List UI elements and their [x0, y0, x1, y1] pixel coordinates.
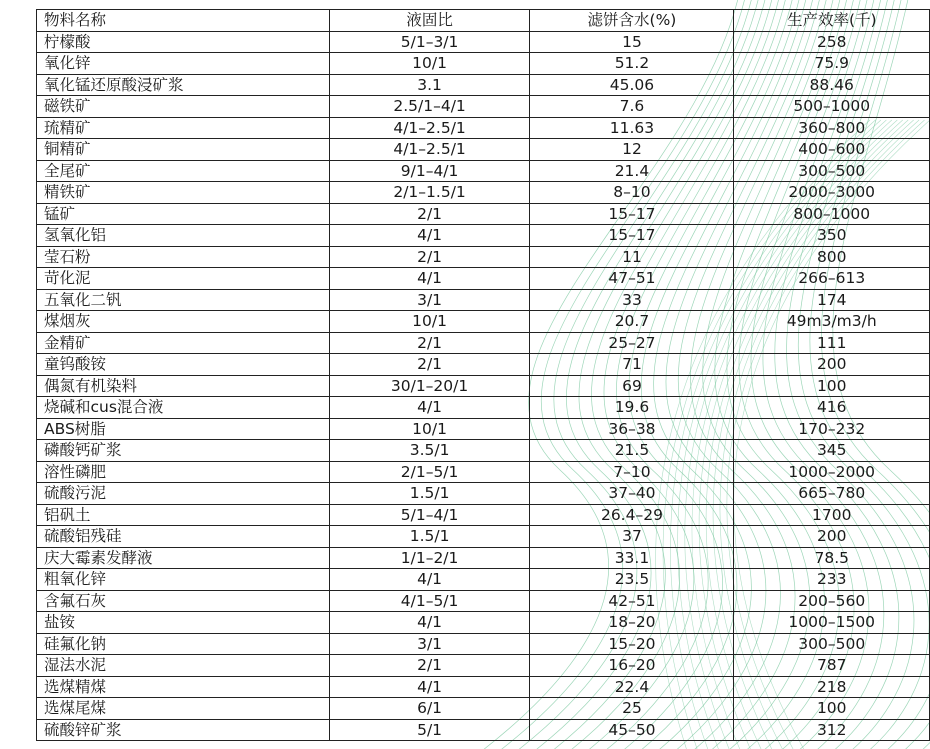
production-efficiency-cell: 665–780 — [734, 483, 930, 505]
production-efficiency-cell: 218 — [734, 676, 930, 698]
table-row — [37, 440, 930, 462]
liquid-solid-ratio-cell: 4/1 — [329, 397, 530, 419]
material-name-cell: 湿法水泥 — [37, 655, 330, 677]
production-efficiency-cell: 500–1000 — [734, 96, 930, 118]
liquid-solid-ratio-cell: 4/1 — [329, 225, 530, 247]
material-name-cell: 选煤精煤 — [37, 676, 330, 698]
header-cake-moisture: 滤饼含水(%) — [530, 10, 734, 32]
cake-moisture-cell: 71 — [530, 354, 734, 376]
material-name-cell: 柠檬酸 — [37, 31, 330, 53]
header-liquid-solid-ratio: 液固比 — [329, 10, 530, 32]
production-efficiency-cell: 800 — [734, 246, 930, 268]
production-efficiency-cell: 400–600 — [734, 139, 930, 161]
material-name-cell: 含氟石灰 — [37, 590, 330, 612]
cake-moisture-cell: 11 — [530, 246, 734, 268]
production-efficiency-cell: 233 — [734, 569, 930, 591]
liquid-solid-ratio-cell: 4/1–2.5/1 — [329, 117, 530, 139]
material-name-cell: 硅氟化钠 — [37, 633, 330, 655]
cake-moisture-cell: 7.6 — [530, 96, 734, 118]
production-efficiency-cell: 1000–1500 — [734, 612, 930, 634]
liquid-solid-ratio-cell: 10/1 — [329, 418, 530, 440]
cake-moisture-cell: 37 — [530, 526, 734, 548]
table-row — [37, 504, 930, 526]
table-row — [37, 461, 930, 483]
liquid-solid-ratio-cell: 30/1–20/1 — [329, 375, 530, 397]
table-row — [37, 397, 930, 419]
material-name-cell: 琉精矿 — [37, 117, 330, 139]
material-name-cell: 莹石粉 — [37, 246, 330, 268]
liquid-solid-ratio-cell: 3/1 — [329, 289, 530, 311]
material-name-cell: 偶氮有机染料 — [37, 375, 330, 397]
liquid-solid-ratio-cell: 3.5/1 — [329, 440, 530, 462]
production-efficiency-cell: 1700 — [734, 504, 930, 526]
table-header-row — [37, 10, 930, 32]
production-efficiency-cell: 200–560 — [734, 590, 930, 612]
liquid-solid-ratio-cell: 4/1 — [329, 676, 530, 698]
liquid-solid-ratio-cell: 4/1 — [329, 612, 530, 634]
production-efficiency-cell: 49m3/m3/h — [734, 311, 930, 333]
cake-moisture-cell: 33 — [530, 289, 734, 311]
liquid-solid-ratio-cell: 4/1 — [329, 569, 530, 591]
liquid-solid-ratio-cell: 5/1–3/1 — [329, 31, 530, 53]
material-name-cell: 锰矿 — [37, 203, 330, 225]
table-row — [37, 182, 930, 204]
table-row — [37, 31, 930, 53]
table-row — [37, 225, 930, 247]
liquid-solid-ratio-cell: 2/1–5/1 — [329, 461, 530, 483]
production-efficiency-cell: 345 — [734, 440, 930, 462]
material-name-cell: 氧化锌 — [37, 53, 330, 75]
cake-moisture-cell: 15–20 — [530, 633, 734, 655]
table-row — [37, 698, 930, 720]
table-row — [37, 74, 930, 96]
cake-moisture-cell: 22.4 — [530, 676, 734, 698]
table-row — [37, 547, 930, 569]
production-efficiency-cell: 100 — [734, 698, 930, 720]
cake-moisture-cell: 45.06 — [530, 74, 734, 96]
table-row — [37, 590, 930, 612]
material-name-cell: 硫酸锌矿浆 — [37, 719, 330, 741]
production-efficiency-cell: 200 — [734, 354, 930, 376]
cake-moisture-cell: 45–50 — [530, 719, 734, 741]
table-row — [37, 268, 930, 290]
table-row — [37, 354, 930, 376]
liquid-solid-ratio-cell: 2/1 — [329, 354, 530, 376]
production-efficiency-cell: 88.46 — [734, 74, 930, 96]
material-name-cell: 硫酸铝残硅 — [37, 526, 330, 548]
material-name-cell: 溶性磷肥 — [37, 461, 330, 483]
production-efficiency-cell: 787 — [734, 655, 930, 677]
table-row — [37, 676, 930, 698]
material-name-cell: 盐铵 — [37, 612, 330, 634]
material-name-cell: 五氧化二钒 — [37, 289, 330, 311]
material-name-cell: 磷酸钙矿浆 — [37, 440, 330, 462]
table-row — [37, 311, 930, 333]
material-name-cell: 铝矾土 — [37, 504, 330, 526]
liquid-solid-ratio-cell: 5/1 — [329, 719, 530, 741]
table-row — [37, 655, 930, 677]
table-row — [37, 117, 930, 139]
material-name-cell: 精铁矿 — [37, 182, 330, 204]
production-efficiency-cell: 170–232 — [734, 418, 930, 440]
cake-moisture-cell: 26.4–29 — [530, 504, 734, 526]
production-efficiency-cell: 350 — [734, 225, 930, 247]
cake-moisture-cell: 25 — [530, 698, 734, 720]
cake-moisture-cell: 15 — [530, 31, 734, 53]
cake-moisture-cell: 12 — [530, 139, 734, 161]
production-efficiency-cell: 200 — [734, 526, 930, 548]
cake-moisture-cell: 16–20 — [530, 655, 734, 677]
liquid-solid-ratio-cell: 10/1 — [329, 53, 530, 75]
header-material-name: 物料名称 — [37, 10, 330, 32]
liquid-solid-ratio-cell: 2/1 — [329, 246, 530, 268]
liquid-solid-ratio-cell: 4/1–5/1 — [329, 590, 530, 612]
material-name-cell: 金精矿 — [37, 332, 330, 354]
cake-moisture-cell: 25–27 — [530, 332, 734, 354]
production-efficiency-cell: 800–1000 — [734, 203, 930, 225]
cake-moisture-cell: 21.5 — [530, 440, 734, 462]
cake-moisture-cell: 36–38 — [530, 418, 734, 440]
production-efficiency-cell: 75.9 — [734, 53, 930, 75]
cake-moisture-cell: 18–20 — [530, 612, 734, 634]
cake-moisture-cell: 15–17 — [530, 203, 734, 225]
production-efficiency-cell: 416 — [734, 397, 930, 419]
cake-moisture-cell: 21.4 — [530, 160, 734, 182]
table-row — [37, 719, 930, 741]
material-name-cell: 氧化锰还原酸浸矿浆 — [37, 74, 330, 96]
material-name-cell: 磁铁矿 — [37, 96, 330, 118]
liquid-solid-ratio-cell: 3/1 — [329, 633, 530, 655]
production-efficiency-cell: 266–613 — [734, 268, 930, 290]
production-efficiency-cell: 174 — [734, 289, 930, 311]
table-row — [37, 633, 930, 655]
table-row — [37, 483, 930, 505]
production-efficiency-cell: 78.5 — [734, 547, 930, 569]
material-name-cell: 粗氧化锌 — [37, 569, 330, 591]
liquid-solid-ratio-cell: 9/1–4/1 — [329, 160, 530, 182]
table-row — [37, 375, 930, 397]
production-efficiency-cell: 300–500 — [734, 160, 930, 182]
material-name-cell: 庆大霉素发酵液 — [37, 547, 330, 569]
liquid-solid-ratio-cell: 10/1 — [329, 311, 530, 333]
production-efficiency-cell: 300–500 — [734, 633, 930, 655]
liquid-solid-ratio-cell: 2/1 — [329, 332, 530, 354]
liquid-solid-ratio-cell: 4/1–2.5/1 — [329, 139, 530, 161]
table-row — [37, 526, 930, 548]
header-production-efficiency: 生产效率(千) — [734, 10, 930, 32]
material-name-cell: 硫酸污泥 — [37, 483, 330, 505]
liquid-solid-ratio-cell: 3.1 — [329, 74, 530, 96]
table-row — [37, 569, 930, 591]
production-efficiency-cell: 2000–3000 — [734, 182, 930, 204]
production-efficiency-cell: 360–800 — [734, 117, 930, 139]
cake-moisture-cell: 8–10 — [530, 182, 734, 204]
cake-moisture-cell: 7–10 — [530, 461, 734, 483]
cake-moisture-cell: 47–51 — [530, 268, 734, 290]
table-row — [37, 96, 930, 118]
material-name-cell: 氢氧化铝 — [37, 225, 330, 247]
material-name-cell: 选煤尾煤 — [37, 698, 330, 720]
liquid-solid-ratio-cell: 2/1–1.5/1 — [329, 182, 530, 204]
table-row — [37, 160, 930, 182]
cake-moisture-cell: 42–51 — [530, 590, 734, 612]
material-name-cell: 烧碱和cus混合液 — [37, 397, 330, 419]
cake-moisture-cell: 11.63 — [530, 117, 734, 139]
table-row — [37, 289, 930, 311]
table-row — [37, 332, 930, 354]
liquid-solid-ratio-cell: 2.5/1–4/1 — [329, 96, 530, 118]
cake-moisture-cell: 19.6 — [530, 397, 734, 419]
cake-moisture-cell: 37–40 — [530, 483, 734, 505]
table-row — [37, 139, 930, 161]
liquid-solid-ratio-cell: 4/1 — [329, 268, 530, 290]
cake-moisture-cell: 51.2 — [530, 53, 734, 75]
production-efficiency-cell: 1000–2000 — [734, 461, 930, 483]
production-efficiency-cell: 312 — [734, 719, 930, 741]
table-row — [37, 418, 930, 440]
cake-moisture-cell: 69 — [530, 375, 734, 397]
table-row — [37, 53, 930, 75]
material-name-cell: 全尾矿 — [37, 160, 330, 182]
material-name-cell: 童钨酸铵 — [37, 354, 330, 376]
liquid-solid-ratio-cell: 1/1–2/1 — [329, 547, 530, 569]
material-name-cell: ABS树脂 — [37, 418, 330, 440]
liquid-solid-ratio-cell: 5/1–4/1 — [329, 504, 530, 526]
liquid-solid-ratio-cell: 2/1 — [329, 203, 530, 225]
liquid-solid-ratio-cell: 1.5/1 — [329, 526, 530, 548]
table-row — [37, 203, 930, 225]
production-efficiency-cell: 100 — [734, 375, 930, 397]
cake-moisture-cell: 33.1 — [530, 547, 734, 569]
liquid-solid-ratio-cell: 6/1 — [329, 698, 530, 720]
material-filtration-table — [36, 9, 930, 741]
production-efficiency-cell: 258 — [734, 31, 930, 53]
liquid-solid-ratio-cell: 1.5/1 — [329, 483, 530, 505]
table-row — [37, 612, 930, 634]
cake-moisture-cell: 23.5 — [530, 569, 734, 591]
production-efficiency-cell: 111 — [734, 332, 930, 354]
material-name-cell: 铜精矿 — [37, 139, 330, 161]
table-row — [37, 246, 930, 268]
material-name-cell: 煤烟灰 — [37, 311, 330, 333]
cake-moisture-cell: 15–17 — [530, 225, 734, 247]
material-name-cell: 苛化泥 — [37, 268, 330, 290]
liquid-solid-ratio-cell: 2/1 — [329, 655, 530, 677]
cake-moisture-cell: 20.7 — [530, 311, 734, 333]
